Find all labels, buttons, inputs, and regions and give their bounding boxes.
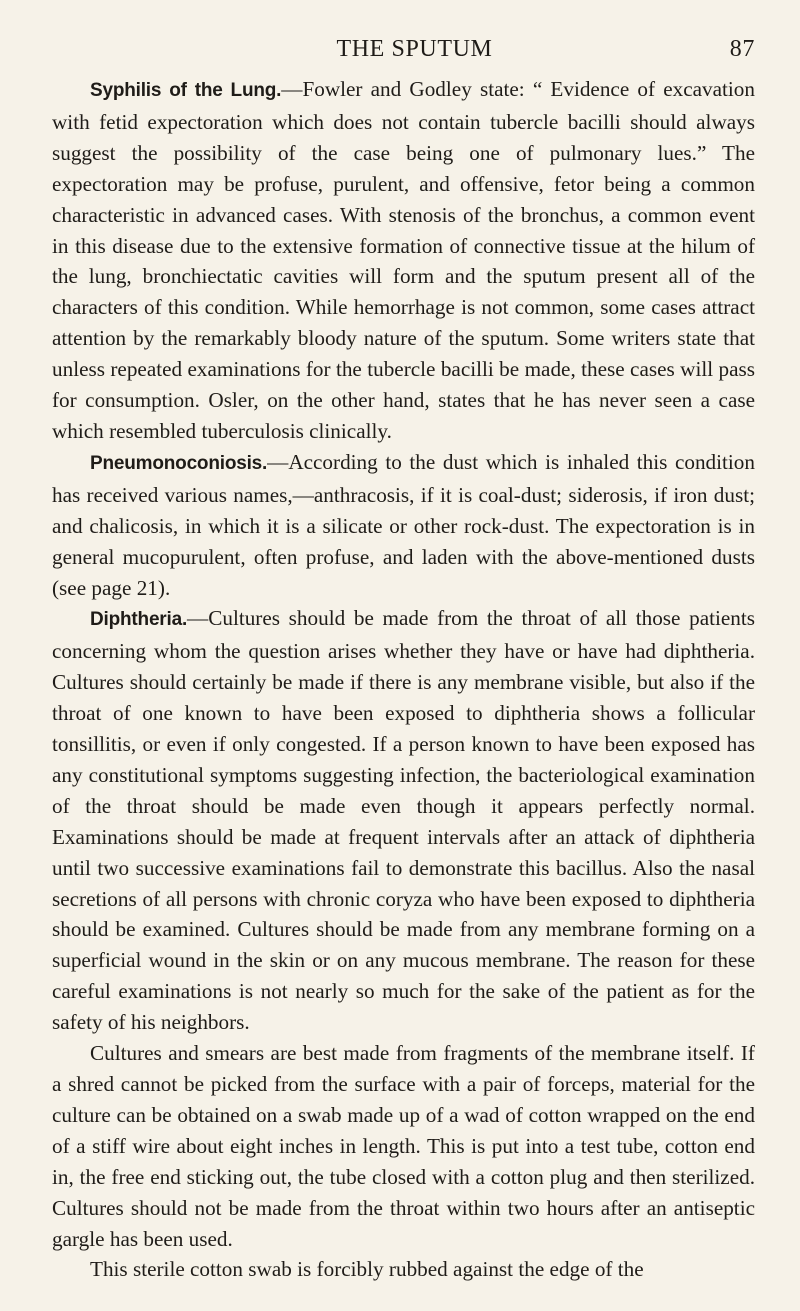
section-heading-diphtheria: Diphtheria. (90, 609, 188, 631)
paragraph-text: Cultures and smears are best made from fragments of the membrane itself. If a shred cannot be picked from the surface with a pair of forceps, material for the culture can be obtained on a swab made up of a wad of cotton wrapped on the end of a stiff wire about eight inches in length. This is put into a test tube, cotton end in, the free end sticking out, the tube closed with a cotton plug and then sterilized. Cultures should not be made from the throat within two hours after an antiseptic gargle has been used. (52, 1041, 755, 1251)
running-title: THE SPUTUM (336, 36, 493, 62)
paragraph-syphilis-of-the-lung (52, 74, 755, 447)
paragraph-text: —Cultures should be made from the throat of all those patients concerning whom the question arises whether they have or have had diphtheria. Cultures should certainly be made if there is any membrane visible, but also if the throat of one known to have been exposed to diphtheria shows a follicular tonsillitis, or even if only congested. If a person known to have been exposed has any constitutional symptoms suggesting infection, the bacteriological examination of the throat should be made even though it appears perfectly normal. Examinations should be made at frequent intervals after an attack of diphtheria until two successive examinations fail to demonstrate this bacillus. Also the nasal secretions of all persons with chronic coryza who have been exposed to diphtheria should be examined. Cultures should be made from any membrane forming on a superficial wound in the skin or on any mucous membrane. The reason for these careful examinations is not nearly so much for the sake of the patient as for the safety of his neighbors. (52, 606, 755, 1035)
section-heading-syphilis: Syphilis of the Lung. (90, 80, 282, 101)
paragraph-sterile-swab (52, 1254, 755, 1285)
section-heading-pneumonoconiosis: Pneumonoconiosis. (90, 452, 268, 474)
paragraph-pneumonoconiosis (52, 447, 755, 604)
running-head (52, 32, 755, 66)
paragraph-text: —According to the dust which is inhaled this condition has received various names,—anthracosis, if it is coal-dust; siderosis, if iron dust; and chalicosis, in which it is a silicate or other rock-dust. The expectoration is in general mucopurulent, often profuse, and laden with the above-mentioned dusts (see page 21). (52, 449, 755, 600)
paragraph-text: This sterile cotton swab is forcibly rubbed against the edge of the (90, 1257, 644, 1282)
body-text (52, 74, 755, 1285)
paragraph-cultures-and-smears (52, 1038, 755, 1254)
paragraph-diphtheria (52, 603, 755, 1038)
paragraph-text: —Fowler and Godley state: “ Evidence of excavation with fetid expectoration which does not contain tubercle bacilli should always suggest the possibility of the case being one of pulmonary lues.” The expectoration may be profuse, purulent, and offensive, fetor being a common characteristic in advanced cases. With stenosis of the bronchus, a common event in this disease due to the extensive formation of connective tissue at the hilum of the lung, bronchiectatic cavities will form and the sputum present all of the characters of this condition. While hemorrhage is not common, some cases attract attention by the remarkably bloody nature of the sputum. Some writers state that unless repeated examinations for the tubercle bacilli be made, these cases will pass for consumption. Osler, on the other hand, states that he has never seen a case which resembled tuberculosis clinically. (52, 77, 755, 443)
page-number: 87 (729, 36, 755, 62)
